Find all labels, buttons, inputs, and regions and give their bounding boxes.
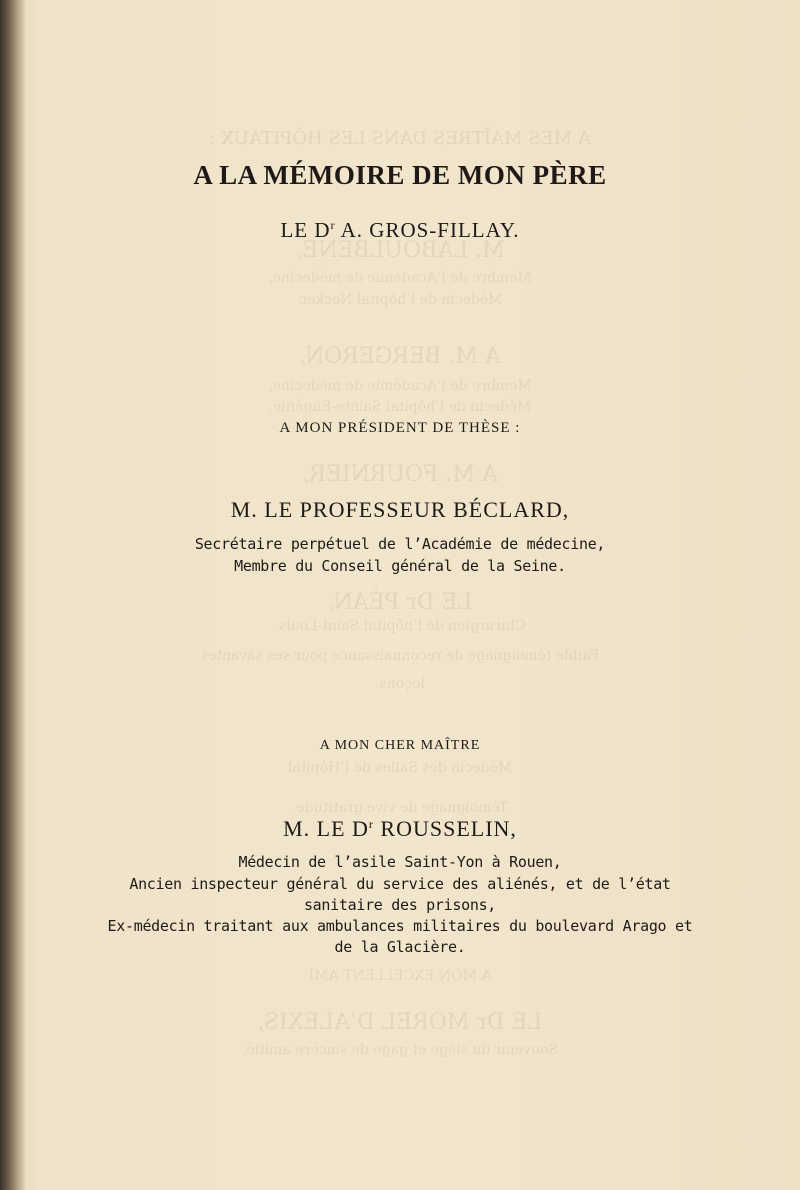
master-title-line: Ex-médecin traitant aux ambulances militaires du boulevard Arago et [107, 917, 693, 935]
show-through-text: A MES MAÎTRES DANS LES HÔPITAUX : [209, 128, 591, 149]
show-through-text: Membre de l’Académie de médecine, [268, 378, 532, 394]
father-name: LE $D^r$ A. GROS-FILLAY. [280, 218, 520, 242]
president-title-line: Membre du Conseil général de la Seine. [234, 557, 566, 575]
show-through-text: Médecin de l’hôpital Necker. [297, 292, 503, 308]
show-through-text: A M. BERGERON, [299, 344, 501, 369]
master-name: M. LE $D^r$ ROUSSELIN, [283, 816, 517, 841]
show-through-text: A M. FOURNIER, [302, 462, 498, 487]
dedication-father-title: A LA MÉMOIRE DE MON PÈRE [193, 160, 607, 190]
show-through-text: leçons. [375, 676, 425, 692]
show-through-text: Médecin des Salles de l’Hôpital [287, 760, 513, 776]
show-through-text: M. LABOULBÈNE, [295, 238, 505, 263]
show-through-text: Souvenir du siège et gage de sincère amitié. [241, 1042, 559, 1058]
president-title-line: Secrétaire perpétuel de l’Académie de médecine, [194, 535, 606, 553]
master-title-line: Médecin de l’asile Saint-Yon à Rouen, [238, 853, 562, 871]
show-through-text: LE Dr PÉAN, [327, 590, 473, 615]
master-title-line: de la Glacière. [334, 938, 466, 956]
show-through-text: Témoignage de vive gratitude. [292, 800, 508, 816]
master-title-line: sanitaire des prisons, [303, 896, 497, 914]
president-name: M. LE PROFESSEUR BÉCLARD, [230, 497, 570, 522]
show-through-text: A MON EXCELLENT AMI [308, 968, 492, 984]
show-through-text: Faible témoignage de reconnaissance pour ses savantes [200, 648, 600, 664]
dedication-master-heading: A MON CHER MAÎTRE [319, 738, 481, 753]
master-title-line: Ancien inspecteur général du service des aliénés, et de l’état [129, 875, 671, 893]
show-through-text: LE Dr MOREL D’ALEXIS, [257, 1010, 543, 1035]
dedication-president-heading: A MON PRÉSIDENT DE THÈSE : [279, 420, 521, 436]
show-through-text: Membre de l’Académie de médecine, [268, 270, 532, 286]
show-through-text: Chirurgien de l’hôpital Saint-Louis. [274, 618, 526, 634]
show-through-text: Médecin de l’hôpital Sainte-Eugénie. [268, 399, 532, 415]
